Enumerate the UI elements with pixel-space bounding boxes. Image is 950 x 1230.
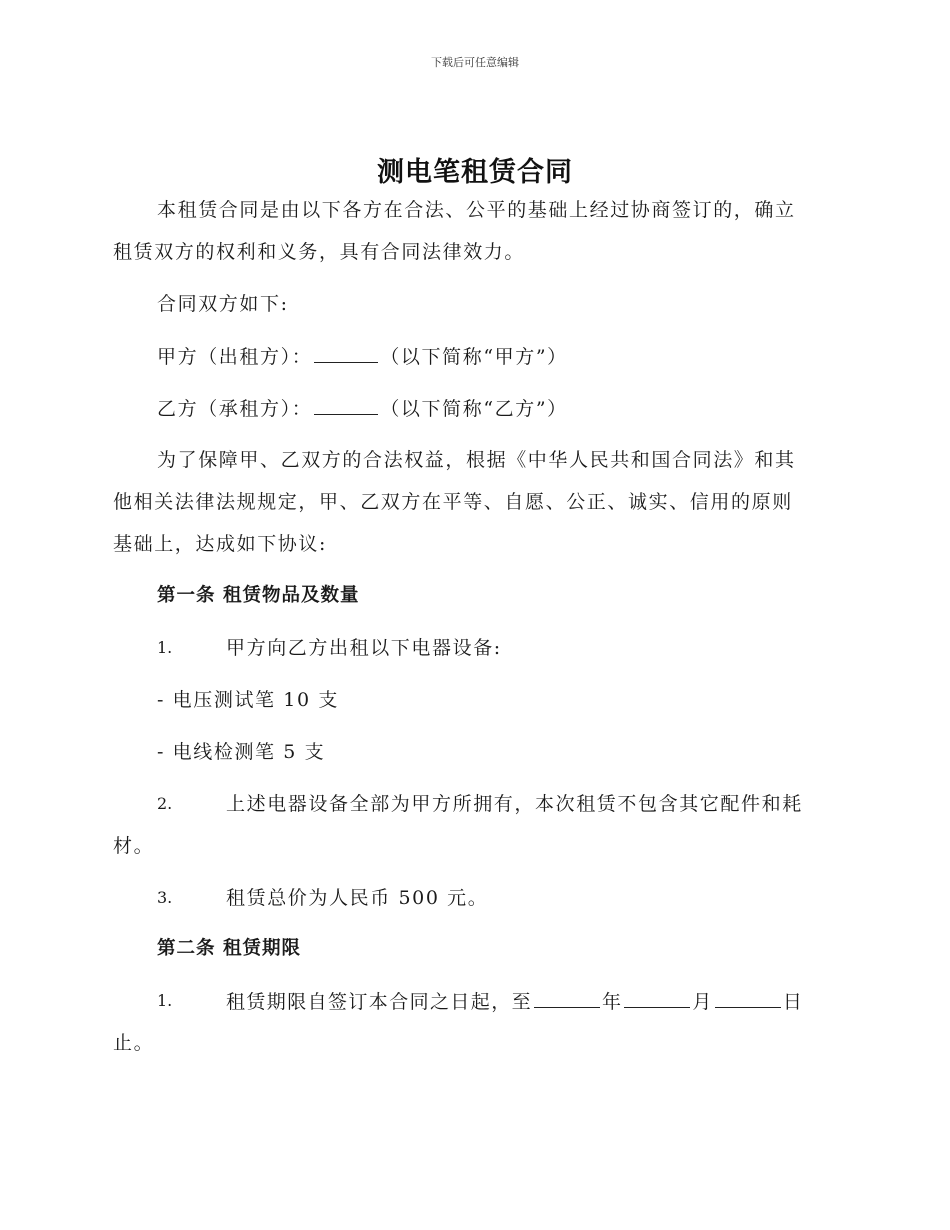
article-1-item-2-number: 2. xyxy=(157,794,173,813)
party-b-suffix: （以下简称“乙方”） xyxy=(380,398,568,420)
party-b-prefix: 乙方（承租方）： xyxy=(157,398,313,420)
month-label: 月 xyxy=(692,991,713,1013)
party-a-suffix: （以下简称“甲方”） xyxy=(380,346,568,368)
year-label: 年 xyxy=(602,991,623,1013)
purpose-line-2: 他相关法律法规规定，甲、乙双方在平等、自愿、公正、诚实、信用的原则 xyxy=(113,491,793,513)
article-1-item-3-text: 租赁总价为人民币 500 元。 xyxy=(226,887,489,909)
article-1-item-2-text: 上述电器设备全部为甲方所拥有，本次租赁不包含其它配件和耗 xyxy=(226,793,803,815)
lease-term-prefix: 租赁期限自签订本合同之日起，至 xyxy=(226,991,533,1013)
parties-intro: 合同双方如下: xyxy=(157,293,289,315)
article-1-item-3-number: 3. xyxy=(157,888,173,907)
article-2-heading: 第二条 租赁期限 xyxy=(157,938,301,959)
party-b-blank xyxy=(314,396,378,415)
article-1-item-1-text: 甲方向乙方出租以下电器设备: xyxy=(226,637,502,659)
intro-line-1: 本租赁合同是由以下各方在合法、公平的基础上经过协商签订的，确立 xyxy=(157,199,796,221)
day-label: 日 xyxy=(782,991,804,1013)
page-title: 测电笔租赁合同 xyxy=(377,157,573,188)
article-2-item-1-text xyxy=(226,989,803,1014)
article-2-item-1-continuation: 止。 xyxy=(113,1032,155,1054)
party-b-line xyxy=(157,396,568,421)
equipment-item-2: - 电线检测笔 5 支 xyxy=(157,741,326,763)
year-blank xyxy=(534,989,600,1008)
article-1-item-2-continuation: 材。 xyxy=(113,835,155,857)
purpose-line-3: 基础上，达成如下协议: xyxy=(113,533,328,555)
header-note: 下载后可任意编辑 xyxy=(431,56,519,69)
month-blank xyxy=(624,989,690,1008)
article-2-item-1-number: 1. xyxy=(157,991,173,1010)
equipment-item-1: - 电压测试笔 10 支 xyxy=(157,689,339,711)
intro-line-2: 租赁双方的权利和义务，具有合同法律效力。 xyxy=(113,241,526,263)
day-blank xyxy=(715,989,781,1008)
party-a-blank xyxy=(314,344,378,363)
article-1-heading: 第一条 租赁物品及数量 xyxy=(157,585,360,606)
party-a-line xyxy=(157,344,568,369)
party-a-prefix: 甲方（出租方）： xyxy=(157,346,313,368)
purpose-line-1: 为了保障甲、乙双方的合法权益，根据《中华人民共和国合同法》和其 xyxy=(157,449,796,471)
article-1-item-1-number: 1. xyxy=(157,638,173,657)
